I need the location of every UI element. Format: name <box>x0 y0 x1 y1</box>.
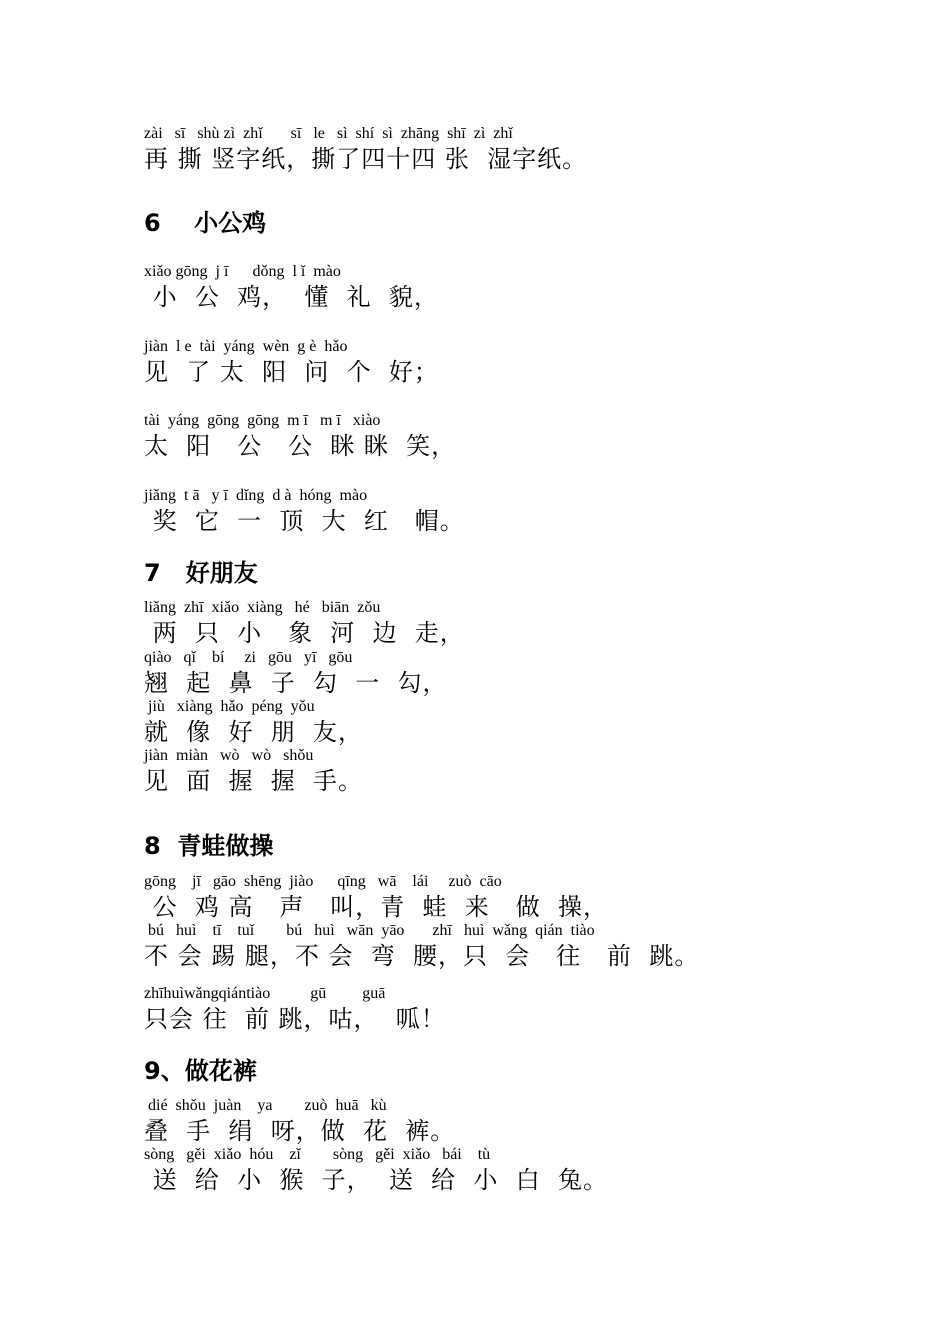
pinyin-line: liǎng zhī xiǎo xiàng hé biān zǒu <box>144 599 381 616</box>
verse-line <box>144 984 446 1034</box>
hanzi-line: 就 像 好 朋 友， <box>144 718 364 746</box>
verse-line <box>144 124 587 174</box>
pinyin-line: tài yáng gōng gōng m ī m ī xiào <box>144 412 381 429</box>
hanzi-line: 太 阳 公 公 眯 眯 笑， <box>144 432 457 460</box>
verse-line <box>144 872 608 922</box>
verse-line <box>144 411 456 461</box>
pinyin-line: bú huì tī tuǐ bú huì wān yāo zhī huì wǎng qián tiào <box>144 922 595 939</box>
verse-line <box>144 1145 608 1195</box>
pinyin-line: gōng jī gāo shēng jiào qīng wā lái zuò cāo <box>144 873 502 890</box>
hanzi-line: 送 给 小 猴 子， 送 给 小 白 兔。 <box>144 1166 608 1194</box>
pinyin-line: jiàn l e tài yáng wèn g è hǎo <box>144 338 348 355</box>
hanzi-line: 见 了 太 阳 问 个 好； <box>144 358 439 386</box>
pinyin-line: zhīhuìwǎngqiántiào gū guā <box>144 985 386 1002</box>
hanzi-line: 只会 往 前 跳，咕， 呱！ <box>144 1005 446 1033</box>
verse-line <box>144 262 439 312</box>
pinyin-line: sòng gěi xiǎo hóu zǐ sòng gěi xiǎo bái tù <box>144 1146 491 1163</box>
pinyin-line: dié shǒu juàn ya zuò huā kù <box>144 1097 387 1114</box>
hanzi-line: 公 鸡 高 声 叫，青 蛙 来 做 操， <box>144 893 608 921</box>
hanzi-line: 小 公 鸡， 懂 礼 貌， <box>144 283 439 311</box>
hanzi-line: 奖 它 一 顶 大 红 帽。 <box>144 507 465 535</box>
pinyin-line: xiǎo gōng j ī dǒng l ǐ mào <box>144 263 341 280</box>
hanzi-line: 不 会 踢 腿，不 会 弯 腰，只 会 往 前 跳。 <box>144 942 700 970</box>
section-heading-9: 9、做花裤 <box>144 1057 257 1085</box>
verse-line <box>144 1096 455 1146</box>
section-heading-6: 6 小公鸡 <box>144 209 267 237</box>
section-heading-7: 7 好朋友 <box>144 559 258 587</box>
pinyin-line: jiàn miàn wò wò shǒu <box>144 747 314 764</box>
hanzi-line: 翘 起 鼻 子 勾 一 勾， <box>144 669 448 697</box>
section-heading-8: 8 青蛙做操 <box>144 832 274 860</box>
verse-line <box>144 598 465 648</box>
verse-line <box>144 486 465 536</box>
verse-line <box>144 337 439 387</box>
hanzi-line: 再 撕 竖字纸，撕了四十四 张 湿字纸。 <box>144 145 588 173</box>
pinyin-line: jiù xiàng hǎo péng yǒu <box>144 698 315 715</box>
verse-line <box>144 746 363 796</box>
pinyin-line: qiào qǐ bí zi gōu yī gōu <box>144 649 353 666</box>
hanzi-line: 见 面 握 握 手。 <box>144 767 364 795</box>
hanzi-line: 两 只 小 象 河 边 走， <box>144 619 465 647</box>
pinyin-line: jiǎng t ā y ī dǐng d à hóng mào <box>144 487 368 504</box>
verse-line <box>144 648 448 698</box>
hanzi-line: 叠 手 绢 呀，做 花 裤。 <box>144 1117 456 1145</box>
pinyin-line: zài sī shù zì zhǐ sī le sì shí sì zhāng shī zì zhǐ <box>144 125 513 142</box>
verse-line <box>144 921 699 971</box>
verse-line <box>144 697 363 747</box>
